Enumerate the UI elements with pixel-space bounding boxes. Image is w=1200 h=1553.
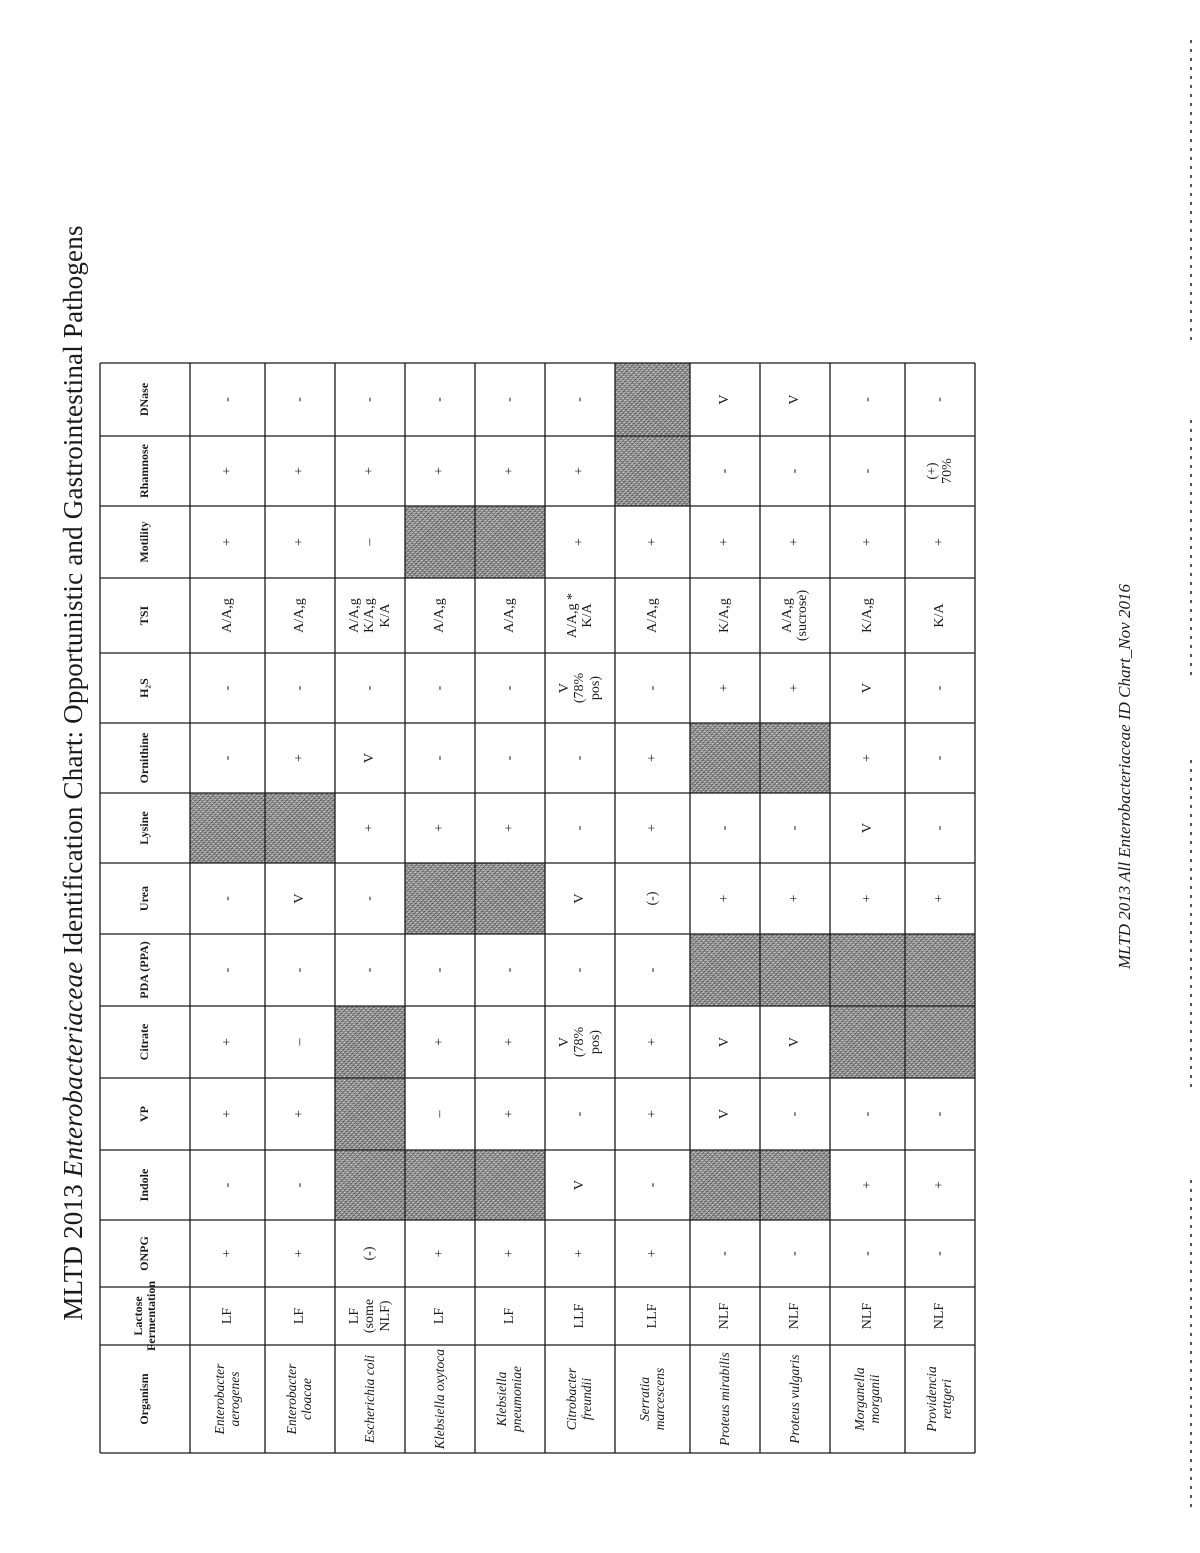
result-cell: + [502, 1110, 518, 1118]
result-cell: V [717, 1036, 733, 1048]
result-cell: (-) [644, 891, 660, 906]
result-cell: + [292, 754, 308, 762]
result-cell: - [362, 685, 378, 691]
result-cell: - [572, 967, 588, 973]
result-cell: + [219, 1038, 235, 1046]
result-cell: - [219, 967, 235, 973]
result-cell: + [362, 824, 378, 832]
result-cell: + [502, 467, 518, 475]
organism-name: Escherichia coli [361, 1354, 377, 1444]
result-cell: + [432, 467, 448, 475]
result-cell: + [859, 754, 875, 762]
result-cell: + [717, 684, 733, 692]
result-cell: + [859, 538, 875, 546]
result-cell: - [644, 685, 660, 691]
column-header: Ornithine [137, 732, 152, 784]
result-cell: + [502, 1038, 518, 1046]
result-cell: – [432, 1110, 448, 1118]
scan-edge-mark [1190, 420, 1192, 680]
result-cell: - [572, 1111, 588, 1117]
organism-name: Enterobacter aerogenes [211, 1363, 242, 1435]
result-cell: + [787, 894, 803, 903]
result-cell: - [787, 1251, 803, 1256]
organism-name: Serratia marcescens [636, 1367, 667, 1431]
result-cell: + [219, 1110, 235, 1118]
result-cell: - [219, 397, 235, 402]
result-cell: - [502, 397, 518, 402]
result-cell: V [787, 1036, 803, 1048]
result-cell: + [932, 1181, 948, 1189]
result-cell: + [644, 1249, 660, 1258]
scan-edge-mark [1190, 760, 1192, 1090]
result-cell: V [362, 752, 378, 764]
result-cell: - [644, 967, 660, 973]
result-cell: - [292, 1182, 308, 1188]
result-cell: - [219, 896, 235, 901]
result-cell: + [432, 824, 448, 832]
result-cell: - [502, 685, 518, 691]
result-cell: + [644, 1110, 660, 1118]
result-cell: NLF [932, 1302, 948, 1330]
organism-name: Enterobacter cloacae [284, 1363, 314, 1435]
result-cell: - [432, 685, 448, 691]
result-cell: - [717, 825, 733, 831]
result-cell: LF (some NLF) [346, 1298, 393, 1334]
result-cell: + [644, 538, 660, 546]
result-cell: - [932, 1111, 948, 1117]
result-cell: + [432, 1038, 448, 1046]
result-cell: A/A,g [644, 598, 660, 633]
result-cell: - [932, 1251, 948, 1256]
result-cell: - [787, 825, 803, 831]
organism-name: Citrobacter freundii [564, 1367, 594, 1431]
result-cell: + [572, 467, 588, 475]
result-cell: + [932, 538, 948, 546]
result-cell: A/A,g (sucrose) [779, 589, 810, 642]
column-header: ONPG [137, 1236, 152, 1271]
result-cell: + [502, 1249, 518, 1258]
result-cell: - [932, 825, 948, 831]
result-cell: + [292, 1110, 308, 1118]
result-cell: - [432, 755, 448, 761]
column-header: Indole [137, 1168, 152, 1202]
result-cell: LLF [572, 1303, 588, 1329]
organism-name: Klebsiella oxytoca [431, 1348, 447, 1450]
result-cell: NLF [787, 1302, 803, 1330]
result-cell: - [219, 1182, 235, 1188]
result-cell: + [219, 467, 235, 475]
result-cell: + [717, 538, 733, 546]
result-cell: V (78% pos) [556, 672, 603, 704]
column-header: Lactose Fermentation [130, 1281, 158, 1351]
result-cell: - [859, 468, 875, 474]
result-cell: - [644, 1182, 660, 1188]
result-cell: + [787, 538, 803, 546]
result-cell: A/A,g [502, 598, 518, 633]
result-cell: V [572, 1179, 588, 1191]
result-cell: - [717, 1251, 733, 1256]
result-cell: V (78% pos) [556, 1026, 603, 1058]
result-cell: - [292, 967, 308, 973]
column-header: Urea [137, 885, 152, 912]
result-cell: LF [219, 1307, 235, 1325]
organism-name: Proteus vulgaris [786, 1354, 802, 1444]
column-header: H₂S [137, 678, 152, 698]
result-cell: - [219, 685, 235, 691]
organism-name: Morganella morganii [851, 1367, 882, 1431]
title-suffix: Identification Chart: Opportunistic and Gastrointestinal Pathogens [58, 225, 88, 955]
column-header: Citrate [137, 1023, 152, 1061]
result-cell: + [292, 538, 308, 546]
result-cell: - [932, 755, 948, 761]
result-cell: - [932, 685, 948, 691]
result-cell: + [932, 894, 948, 903]
result-cell: - [572, 755, 588, 761]
result-cell: - [362, 896, 378, 901]
result-cell: – [292, 1038, 308, 1046]
result-cell: + [787, 684, 803, 692]
column-header: Rhamnose [137, 444, 152, 499]
result-cell: + [717, 894, 733, 903]
result-cell: - [219, 755, 235, 761]
result-cell: V [859, 822, 875, 834]
footer-caption: MLTD 2013 All Enterobacteriaceae ID Chart_Nov 2016 [1115, 584, 1134, 969]
result-cell: - [362, 967, 378, 973]
result-cell: A/A,g K/A,g K/A [346, 598, 393, 633]
result-cell: + [644, 754, 660, 762]
result-cell: + [292, 1249, 308, 1258]
organism-name: Proteus mirabilis [716, 1352, 732, 1446]
result-cell: + [362, 467, 378, 475]
result-cell: + [859, 894, 875, 903]
result-cell: K/A,g [717, 598, 733, 633]
result-cell: - [362, 397, 378, 402]
result-cell: K/A,g [859, 598, 875, 633]
result-cell: - [292, 685, 308, 691]
column-header: Motility [137, 521, 152, 563]
title-italic-family: Enterobacteriaceae [58, 961, 88, 1178]
result-cell: – [362, 538, 378, 546]
result-cell: A/A,g [292, 598, 308, 633]
result-cell: - [502, 755, 518, 761]
result-cell: V [572, 893, 588, 904]
result-cell: + [644, 1038, 660, 1046]
column-header: DNase [137, 382, 152, 417]
result-cell: LF [502, 1307, 518, 1325]
scan-edge-mark [1190, 1180, 1192, 1510]
result-cell: V [787, 394, 803, 405]
result-cell: - [717, 468, 733, 474]
result-cell: - [859, 1251, 875, 1256]
result-cell: V [717, 394, 733, 405]
result-cell: LLF [644, 1303, 660, 1329]
result-cell: + [432, 1249, 448, 1258]
result-cell: - [292, 397, 308, 402]
result-cell: V [717, 1108, 733, 1120]
scan-edge-mark [1190, 40, 1192, 340]
column-header: PDA (PPA) [137, 941, 152, 999]
result-cell: V [292, 893, 308, 904]
result-cell: - [859, 1111, 875, 1117]
result-cell: - [572, 397, 588, 402]
result-cell: - [432, 397, 448, 402]
title-prefix: MLTD 2013 [58, 1184, 88, 1321]
result-cell: + [219, 538, 235, 546]
result-cell: A/A,g [219, 598, 235, 633]
result-cell: A/A,g [432, 598, 448, 633]
result-cell: - [859, 397, 875, 402]
organism-name: Providencia rettgeri [924, 1366, 954, 1432]
result-cell: - [787, 468, 803, 474]
column-header: TSI [137, 605, 152, 626]
result-cell: - [432, 967, 448, 973]
result-cell: + [292, 467, 308, 475]
result-cell: - [572, 825, 588, 831]
result-cell: + [219, 1249, 235, 1258]
result-cell: (+) 70% [924, 458, 955, 484]
result-cell: + [502, 824, 518, 832]
result-cell: LF [292, 1307, 308, 1325]
result-cell: NLF [859, 1302, 875, 1330]
result-cell: (-) [362, 1246, 378, 1261]
result-cell: V [859, 682, 875, 694]
result-cell: - [787, 1111, 803, 1117]
result-cell: - [502, 967, 518, 973]
result-cell: A/A,g * K/A [564, 592, 595, 639]
column-header: VP [137, 1106, 152, 1122]
result-cell: + [644, 824, 660, 832]
result-cell: + [859, 1181, 875, 1189]
result-cell: + [572, 1249, 588, 1258]
result-cell: + [572, 538, 588, 546]
result-cell: NLF [717, 1302, 733, 1330]
result-cell: LF [432, 1307, 448, 1325]
column-header: Lysine [137, 811, 152, 845]
result-cell: - [932, 397, 948, 402]
result-cell: K/A [932, 603, 948, 628]
organism-name: Klebsiella pneumoniae [494, 1366, 524, 1432]
column-header: Organism [137, 1373, 152, 1425]
